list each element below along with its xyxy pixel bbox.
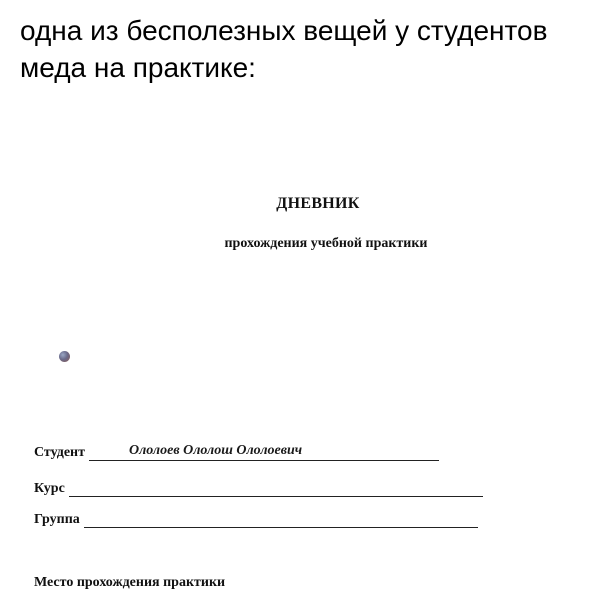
course-field [34, 481, 483, 497]
student-label: Студент [34, 445, 85, 460]
course-label: Курс [34, 481, 65, 496]
caption-line-1: одна из бесполезных вещей у студентов [20, 15, 548, 46]
student-name-value: Ололоев Ололош Ололоевич [128, 443, 303, 458]
practice-place-label: Место прохождения практики [34, 575, 226, 590]
ink-dot-mark [59, 351, 70, 362]
document-title: ДНЕВНИК [276, 195, 360, 212]
group-blank-line [84, 512, 478, 528]
caption-line-2: меда на практике: [20, 52, 256, 83]
course-blank-line [69, 481, 483, 497]
group-field [34, 512, 478, 528]
meme-caption [20, 12, 595, 86]
document-subtitle: прохождения учебной практики [224, 236, 428, 251]
student-field [34, 445, 439, 461]
student-blank-line [89, 445, 439, 461]
group-label: Группа [34, 512, 80, 527]
